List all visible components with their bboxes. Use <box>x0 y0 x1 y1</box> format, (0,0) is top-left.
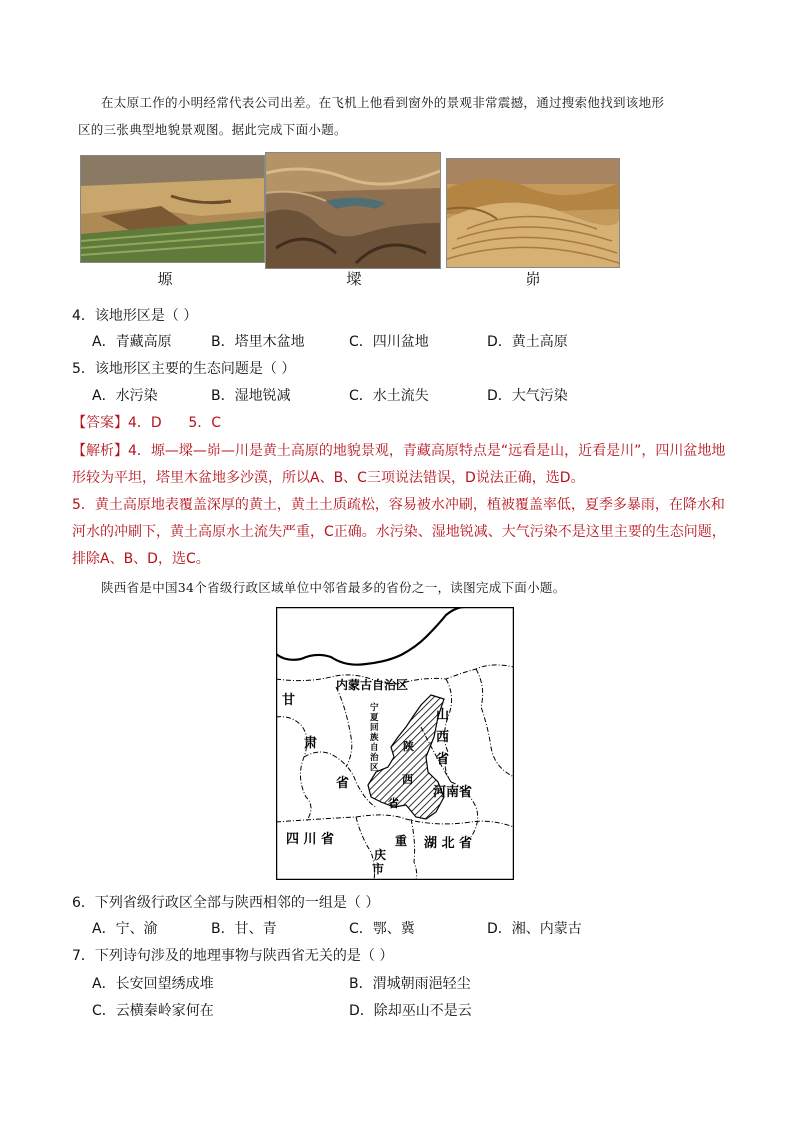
q6-option-c: C．鄂、冀 <box>349 921 415 937</box>
map-label-gan: 甘 <box>282 693 296 708</box>
q7-option-b: B．渭城朝雨浥轻尘 <box>349 976 471 992</box>
map-label-shanxi <box>436 708 449 767</box>
liang-landscape-icon <box>266 153 440 268</box>
answer-tag: 【答案】 <box>72 415 128 431</box>
q4-option-c: C．四川盆地 <box>349 334 429 350</box>
map-label-sichuan: 四 川 省 <box>286 832 335 847</box>
photo-caption-mao: 峁 <box>525 270 541 288</box>
mao-landscape-icon <box>447 159 619 267</box>
answer-text: 4．D 5．C <box>128 415 222 431</box>
analysis-line-2: 形较为平坦，塔里木盆地多沙漠，所以A、B、C三项说法错误，D说法正确，选D。 <box>72 470 585 486</box>
answer-line <box>72 413 221 433</box>
svg-text:自: 自 <box>370 743 379 753</box>
map-label-ningxia <box>370 702 379 773</box>
q4-option-a: A．青藏高原 <box>92 334 172 350</box>
svg-text:西: 西 <box>402 773 413 786</box>
svg-text:市: 市 <box>372 862 385 876</box>
svg-text:省: 省 <box>388 797 399 810</box>
analysis-line-5: 排除A、B、D，选C。 <box>72 551 210 567</box>
q4-option-b: B．塔里木盆地 <box>211 334 305 350</box>
intro-line-2: 区的三张典型地貌景观图。据此完成下面小题。 <box>78 122 347 137</box>
svg-text:庆: 庆 <box>374 848 387 862</box>
analysis-line-1: 【解析】4．塬—墚—峁—川是黄土高原的地貌景观，青藏高原特点是“远看是山，近看是川”，四川盆地地 <box>72 443 726 459</box>
q6-option-a: A．宁、渝 <box>92 921 158 937</box>
q5-option-a: A．水污染 <box>92 388 158 404</box>
analysis-line-3: 5．黄土高原地表覆盖深厚的黄土，黄土土质疏松，容易被水冲刷，植被覆盖率低，夏季多暴雨，在降水和 <box>72 497 725 513</box>
svg-text:区: 区 <box>370 763 379 773</box>
map-label-neimenggu: 内蒙古自治区 <box>336 678 409 692</box>
q7-option-c: C．云横秦岭家何在 <box>92 1003 214 1019</box>
q5-option-c: C．水土流失 <box>349 388 429 404</box>
shaanxi-neighbors-map <box>276 607 514 880</box>
map-label-hubei: 湖 北 省 <box>424 836 473 851</box>
svg-text:省: 省 <box>436 752 450 767</box>
question-4-stem: 4．该地形区是（ ） <box>72 308 198 324</box>
svg-text:宁: 宁 <box>370 703 379 713</box>
svg-text:西: 西 <box>436 730 450 745</box>
round-hill-photo <box>446 158 620 268</box>
q6-option-b: B．甘、青 <box>211 921 277 937</box>
yuan-landscape-icon <box>81 156 264 262</box>
photo-caption-yuan: 塬 <box>157 270 173 288</box>
map-label-su: 肃 <box>304 736 318 751</box>
svg-text:治: 治 <box>370 753 379 763</box>
shaanxi-map-svg <box>276 607 514 880</box>
question-5-stem: 5．该地形区主要的生态问题是（ ） <box>72 361 296 377</box>
q5-option-d: D．大气污染 <box>487 388 568 404</box>
svg-text:重: 重 <box>395 834 408 848</box>
intro-line-1: 在太原工作的小明经常代表公司出差。在飞机上他看到窗外的景观非常震撼，通过搜索他找到该地形 <box>101 95 665 110</box>
q4-option-d: D．黄土高原 <box>487 334 568 350</box>
map-label-gansu-sheng: 省 <box>336 776 350 791</box>
map-label-henan: 河南省 <box>433 785 473 800</box>
question-7-stem: 7．下列诗句涉及的地理事物与陕西省无关的是（ ） <box>72 948 394 964</box>
intro-2: 陕西省是中国34个省级行政区域单位中邻省最多的省份之一，读图完成下面小题。 <box>101 580 566 595</box>
q5-option-b: B．湿地锐减 <box>211 388 291 404</box>
plateau-tableland-photo <box>80 155 265 263</box>
analysis-tag: 【解析】 <box>72 443 128 459</box>
analysis-line-4: 河水的冲刷下，黄土高原水土流失严重，C正确。水污染、湿地锐减、大气污染不是这里主要的生态问题， <box>72 524 726 540</box>
q7-option-d: D．除却巫山不是云 <box>349 1003 472 1019</box>
q6-option-d: D．湘、内蒙古 <box>487 921 582 937</box>
svg-text:陕: 陕 <box>403 740 414 753</box>
q7-option-a: A．长安回望绣成堆 <box>92 976 214 992</box>
photo-caption-liang: 墚 <box>346 270 362 288</box>
question-6-stem: 6．下列省级行政区全部与陕西相邻的一组是（ ） <box>72 895 380 911</box>
svg-text:夏: 夏 <box>370 713 379 723</box>
svg-text:山: 山 <box>436 708 450 723</box>
svg-text:族: 族 <box>370 733 379 743</box>
ridge-gully-photo <box>265 152 441 269</box>
svg-text:回: 回 <box>370 723 379 733</box>
